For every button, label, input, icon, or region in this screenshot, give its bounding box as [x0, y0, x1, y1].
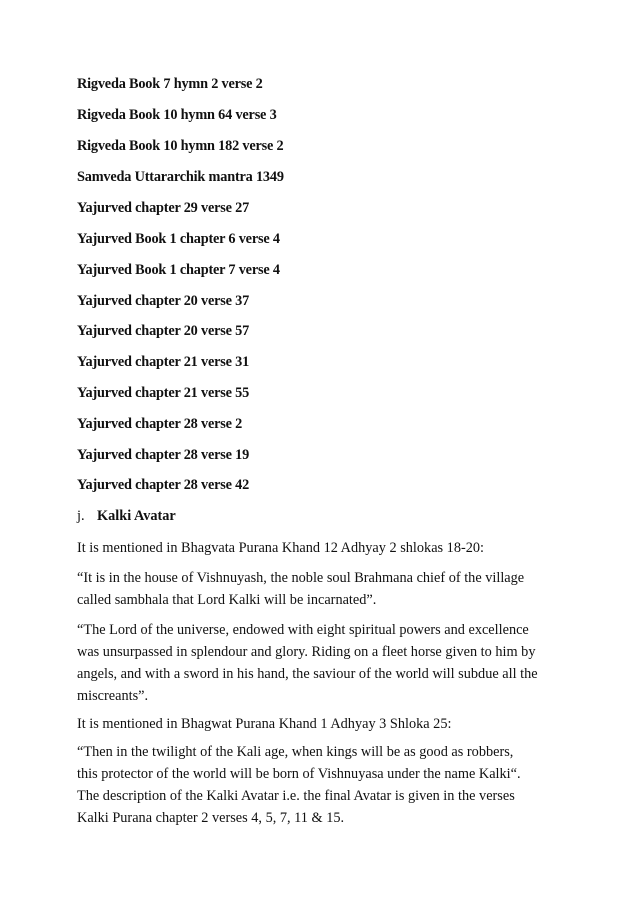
reference-line: Rigveda Book 7 hymn 2 verse 2 [77, 76, 263, 92]
reference-line: Yajurved chapter 21 verse 55 [77, 385, 250, 401]
paragraph-line: It is mentioned in Bhagwat Purana Khand 1 Adhyay 3 Shloka 25: [77, 716, 452, 732]
reference-line: Yajurved chapter 28 verse 42 [77, 477, 250, 493]
paragraph-line: The description of the Kalki Avatar i.e. the final Avatar is given in the verses [77, 788, 515, 804]
reference-line: Yajurved Book 1 chapter 6 verse 4 [77, 231, 280, 247]
reference-line: Yajurved chapter 28 verse 2 [77, 416, 243, 432]
paragraph-quote-2 [77, 619, 567, 707]
reference-line: Yajurved chapter 29 verse 27 [77, 200, 250, 216]
paragraph-line: “Then in the twilight of the Kali age, when kings will be as good as robbers, [77, 744, 514, 760]
section-heading [77, 508, 176, 525]
reference-line: Yajurved chapter 28 verse 19 [77, 447, 250, 463]
paragraph-quote-1 [77, 567, 567, 611]
reference-line: Yajurved chapter 21 verse 31 [77, 354, 250, 370]
paragraph-line: miscreants”. [77, 688, 149, 704]
paragraph-line: angels, and with a sword in his hand, the saviour of the world will subdue all the [77, 666, 538, 682]
reference-line: Yajurved chapter 20 verse 37 [77, 293, 250, 309]
section-title: Kalki Avatar [97, 508, 176, 524]
paragraph-line: was unsurpassed in splendour and glory. Riding on a fleet horse given to him by [77, 644, 536, 660]
reference-line: Samveda Uttararchik mantra 1349 [77, 169, 284, 185]
paragraph-line: It is mentioned in Bhagvata Purana Khand 12 Adhyay 2 shlokas 18-20: [77, 540, 485, 556]
paragraph-line: called sambhala that Lord Kalki will be incarnated”. [77, 592, 377, 608]
section-number: j. [77, 508, 85, 524]
reference-line: Yajurved Book 1 chapter 7 verse 4 [77, 262, 280, 278]
reference-line: Rigveda Book 10 hymn 182 verse 2 [77, 138, 284, 154]
paragraph-intro [77, 537, 567, 559]
paragraph-bhagwat [77, 713, 567, 735]
reference-line: Rigveda Book 10 hymn 64 verse 3 [77, 107, 277, 123]
paragraph-quote-3 [77, 741, 567, 829]
paragraph-line: “The Lord of the universe, endowed with eight spiritual powers and excellence [77, 622, 529, 638]
paragraph-line: “It is in the house of Vishnuyash, the noble soul Brahmana chief of the village [77, 570, 525, 586]
paragraph-line: Kalki Purana chapter 2 verses 4, 5, 7, 11 & 15. [77, 810, 345, 826]
paragraph-line: this protector of the world will be born of Vishnuyasa under the name Kalki“. [77, 766, 521, 782]
reference-line: Yajurved chapter 20 verse 57 [77, 323, 250, 339]
